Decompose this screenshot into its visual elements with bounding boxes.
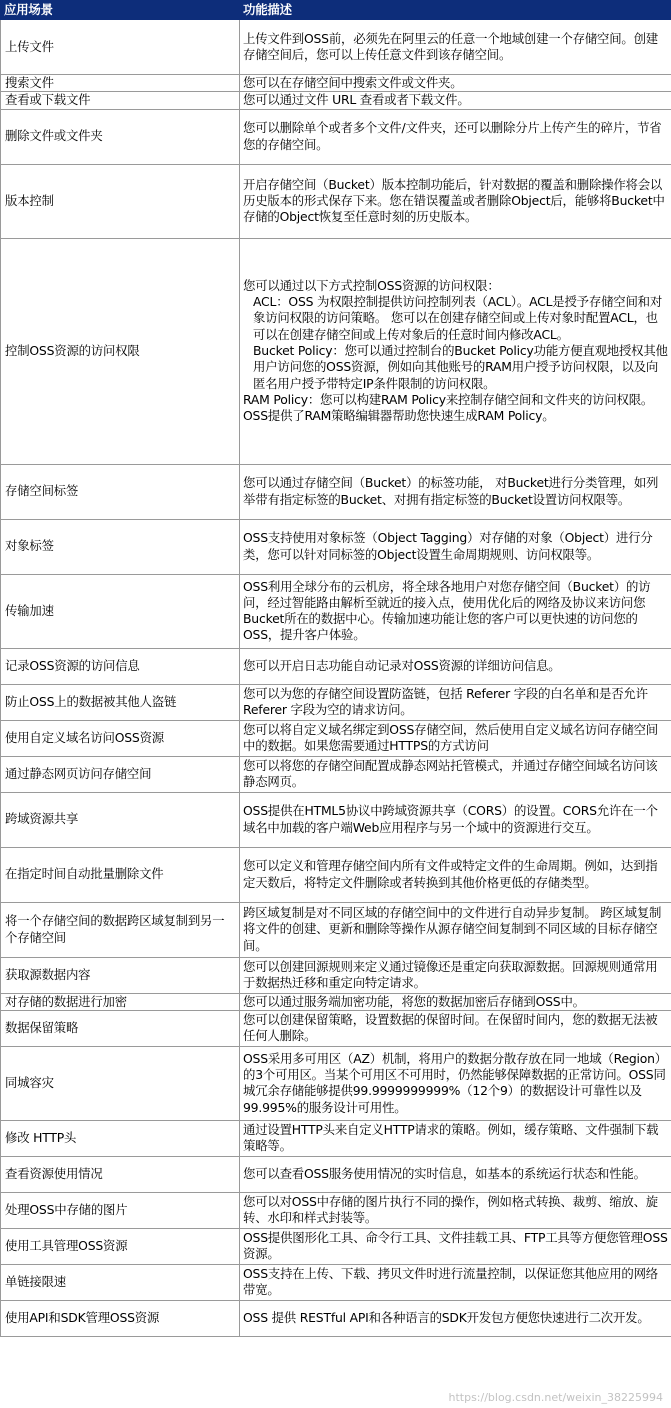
scene-cell: 存储空间标签 xyxy=(1,464,240,519)
description-cell xyxy=(240,792,671,847)
table-row xyxy=(1,1192,671,1228)
description-text: 您可以通过文件 URL 查看或者下载文件。 xyxy=(243,92,470,108)
description-text: 您可以将您的存储空间配置成静态网站托管模式，并通过存储空间域名访问该静态网页。 xyxy=(243,757,658,790)
description-text: 通过设置HTTP头来自定义HTTP请求的策略。例如，缓存策略、文件强制下载策略等。 xyxy=(243,1122,659,1154)
scene-cell: 使用自定义域名访问OSS资源 xyxy=(1,720,240,756)
description-text: 您可以定义和管理存储空间内所有文件或特定文件的生命周期。例如，达到指定天数后，将特定文件删除或者转换到其他价格更低的存储类型。 xyxy=(243,858,658,890)
description-cell xyxy=(240,1228,671,1264)
scene-cell: 查看资源使用情况 xyxy=(1,1156,240,1192)
description-cell xyxy=(240,1156,671,1192)
description-text: OSS支持在上传、下载、拷贝文件时进行流量控制，以保证您其他应用的网络带宽。 xyxy=(243,1266,658,1298)
table-row xyxy=(1,20,671,75)
description-paragraph: 您可以通过以下方式控制OSS资源的访问权限： xyxy=(243,277,500,293)
table-row xyxy=(1,648,671,684)
description-text: 上传文件到OSS前，必须先在阿里云的任意一个地域创建一个存储空间。创建存储空间后，您可以上传任意文件到该存储空间。 xyxy=(243,30,658,62)
scene-cell: 删除文件或文件夹 xyxy=(1,109,240,164)
description-cell xyxy=(240,1300,671,1336)
description-cell xyxy=(240,92,671,109)
table-row xyxy=(1,574,671,648)
description-cell xyxy=(240,957,671,993)
scene-cell: 传输加速 xyxy=(1,574,240,648)
description-text: 您可以创建保留策略，设置数据的保留时间。在保留时间内，您的数据无法被任何人删除。 xyxy=(243,1012,658,1044)
watermark: https://blog.csdn.net/weixin_38225994 xyxy=(448,1391,663,1404)
description-text: OSS支持使用对象标签（Object Tagging）对存储的对象（Object）进行分类，您可以针对同标签的Object设置生命周期规则、访问权限等。 xyxy=(243,530,653,562)
table-row xyxy=(1,847,671,902)
scene-cell: 版本控制 xyxy=(1,164,240,238)
scene-cell: 数据保留策略 xyxy=(1,1010,240,1046)
table-row xyxy=(1,1300,671,1336)
table-row xyxy=(1,1156,671,1192)
description-text: 您可以创建回源规则来定义通过镜像还是重定向获取源数据。回源规则通常用于数据热迁移和重定向特定请求。 xyxy=(243,958,658,991)
description-cell xyxy=(240,902,671,957)
table-body xyxy=(1,20,671,1337)
table-header-row xyxy=(1,1,671,20)
description-cell xyxy=(240,1192,671,1228)
description-cell xyxy=(240,75,671,92)
description-paragraph: Bucket Policy：您可以通过控制台的Bucket Policy功能方便直观地授权其他用户访问您的OSS资源，例如向其他账号的RAM用户授予访问权限，以及向匿名用户授予带特定IP条件限制的访问权限。 xyxy=(253,342,668,391)
description-cell xyxy=(240,648,671,684)
table-row xyxy=(1,238,671,464)
scene-cell: 对存储的数据进行加密 xyxy=(1,993,240,1010)
description-cell xyxy=(240,720,671,756)
description-text: OSS 提供 RESTful API和各种语言的SDK开发包方便您快速进行二次开发。 xyxy=(243,1310,650,1326)
scene-cell: 使用工具管理OSS资源 xyxy=(1,1228,240,1264)
scene-cell: 防止OSS上的数据被其他人盗链 xyxy=(1,684,240,720)
description-cell xyxy=(240,109,671,164)
table-row xyxy=(1,464,671,519)
table-row xyxy=(1,756,671,792)
table-row xyxy=(1,684,671,720)
scene-cell: 查看或下载文件 xyxy=(1,92,240,109)
description-cell xyxy=(240,574,671,648)
description-text: 您可以删除单个或者多个文件/文件夹，还可以删除分片上传产生的碎片，节省您的存储空间。 xyxy=(243,120,662,152)
header-description: 功能描述 xyxy=(240,1,671,20)
description-text: OSS采用多可用区（AZ）机制，将用户的数据分散存放在同一地域（Region）的3个可用区。当某个可用区不可用时，仍然能够保障数据的正常访问。OSS同城冗余存储能够提供99.9999999999%（12个9）的数据设计可靠性以及99.995%的服务设计可用性。 xyxy=(243,1050,668,1115)
table-row xyxy=(1,75,671,92)
scene-cell: 对象标签 xyxy=(1,519,240,574)
description-text: 您可以查看OSS服务使用情况的实时信息，如基本的系统运行状态和性能。 xyxy=(243,1166,646,1182)
table-row xyxy=(1,109,671,164)
table-row xyxy=(1,993,671,1010)
description-cell xyxy=(240,1046,671,1120)
table-row xyxy=(1,957,671,993)
scene-cell: 跨域资源共享 xyxy=(1,792,240,847)
scene-cell: 使用API和SDK管理OSS资源 xyxy=(1,1300,240,1336)
description-text: 跨区域复制是对不同区域的存储空间中的文件进行自动异步复制。 跨区域复制将文件的创建、更新和删除等操作从源存储空间复制到不同区域的目标存储空间。 xyxy=(243,905,662,953)
description-paragraph: RAM Policy：您可以构建RAM Policy来控制存储空间和文件夹的访问权限。OSS提供了RAM策略编辑器帮助您快速生成RAM Policy。 xyxy=(243,391,654,424)
scene-cell: 获取源数据内容 xyxy=(1,957,240,993)
description-text: 开启存储空间（Bucket）版本控制功能后，针对数据的覆盖和删除操作将会以历史版本的形式保存下来。您在错误覆盖或者删除Object后，能够将Bucket中存储的Object恢复至任意时刻的历史版本。 xyxy=(243,176,665,225)
scene-cell: 搜索文件 xyxy=(1,75,240,92)
scene-cell: 修改 HTTP头 xyxy=(1,1120,240,1156)
description-cell xyxy=(240,847,671,902)
table-row xyxy=(1,519,671,574)
description-cell xyxy=(240,519,671,574)
description-text: OSS利用全球分布的云机房，将全球各地用户对您存储空间（Bucket）的访问，经过智能路由解析至就近的接入点，使用优化后的网络及协议来访问您Bucket所在的数据中心。传输加速功能让您的客户可以更快速的访问您的OSS，提升客户体验。 xyxy=(243,578,651,643)
description-paragraph: ACL：OSS 为权限控制提供访问控制列表（ACL）。ACL是授予存储空间和对象访问权限的访问策略。 您可以在创建存储空间或上传对象时配置ACL，也可以在创建存储空间或上传对象后的任意时间内修改ACL。 xyxy=(253,294,663,342)
description-text: 您可以通过服务端加密功能，将您的数据加密后存储到OSS中。 xyxy=(243,993,585,1009)
scene-cell: 上传文件 xyxy=(1,20,240,75)
description-text: 您可以对OSS中存储的图片执行不同的操作，例如格式转换、裁剪、缩放、旋转、水印和样式封装等。 xyxy=(243,1194,658,1226)
table-row xyxy=(1,1120,671,1156)
scene-cell: 同城容灾 xyxy=(1,1046,240,1120)
table-row xyxy=(1,1264,671,1300)
description-cell xyxy=(240,20,671,75)
header-scene: 应用场景 xyxy=(1,1,240,20)
description-cell xyxy=(240,1264,671,1300)
description-text: 您可以为您的存储空间设置防盗链，包括 Referer 字段的白名单和是否允许 Referer 字段为空的请求访问。 xyxy=(243,685,648,718)
scene-cell: 在指定时间自动批量删除文件 xyxy=(1,847,240,902)
description-cell xyxy=(240,1010,671,1046)
description-cell xyxy=(240,164,671,238)
description-cell xyxy=(240,993,671,1010)
description-text: 您可以在存储空间中搜索文件或文件夹。 xyxy=(243,75,463,90)
description-cell xyxy=(240,1120,671,1156)
description-cell xyxy=(240,756,671,792)
table-row xyxy=(1,1046,671,1120)
description-text: 您可以将自定义域名绑定到OSS存储空间，然后使用自定义域名访问存储空间中的数据。如果您需要通过HTTPS的方式访问 xyxy=(243,721,658,754)
scene-cell: 记录OSS资源的访问信息 xyxy=(1,648,240,684)
table-row xyxy=(1,92,671,109)
table-row xyxy=(1,164,671,238)
scene-cell: 控制OSS资源的访问权限 xyxy=(1,238,240,464)
description-text: 您可以通过存储空间（Bucket）的标签功能， 对Bucket进行分类管理，如列举带有指定标签的Bucket、对拥有指定标签的Bucket设置访问权限等。 xyxy=(243,475,659,507)
description-cell xyxy=(240,238,671,464)
scene-cell: 将一个存储空间的数据跨区域复制到另一个存储空间 xyxy=(1,902,240,957)
description-text: 您可以开启日志功能自动记录对OSS资源的详细访问信息。 xyxy=(243,657,561,673)
table-row xyxy=(1,1228,671,1264)
description-text: OSS提供图形化工具、命令行工具、文件挂载工具、FTP工具等方便您管理OSS资源。 xyxy=(243,1230,668,1262)
description-text: OSS提供在HTML5协议中跨域资源共享（CORS）的设置。CORS允许在一个域名中加载的客户端Web应用程序与另一个域中的资源进行交互。 xyxy=(243,803,658,835)
scene-cell: 通过静态网页访问存储空间 xyxy=(1,756,240,792)
table-row xyxy=(1,902,671,957)
table-row xyxy=(1,792,671,847)
table-row xyxy=(1,1010,671,1046)
scene-cell: 处理OSS中存储的图片 xyxy=(1,1192,240,1228)
table-row xyxy=(1,720,671,756)
description-cell xyxy=(240,684,671,720)
description-cell xyxy=(240,464,671,519)
scene-cell: 单链接限速 xyxy=(1,1264,240,1300)
